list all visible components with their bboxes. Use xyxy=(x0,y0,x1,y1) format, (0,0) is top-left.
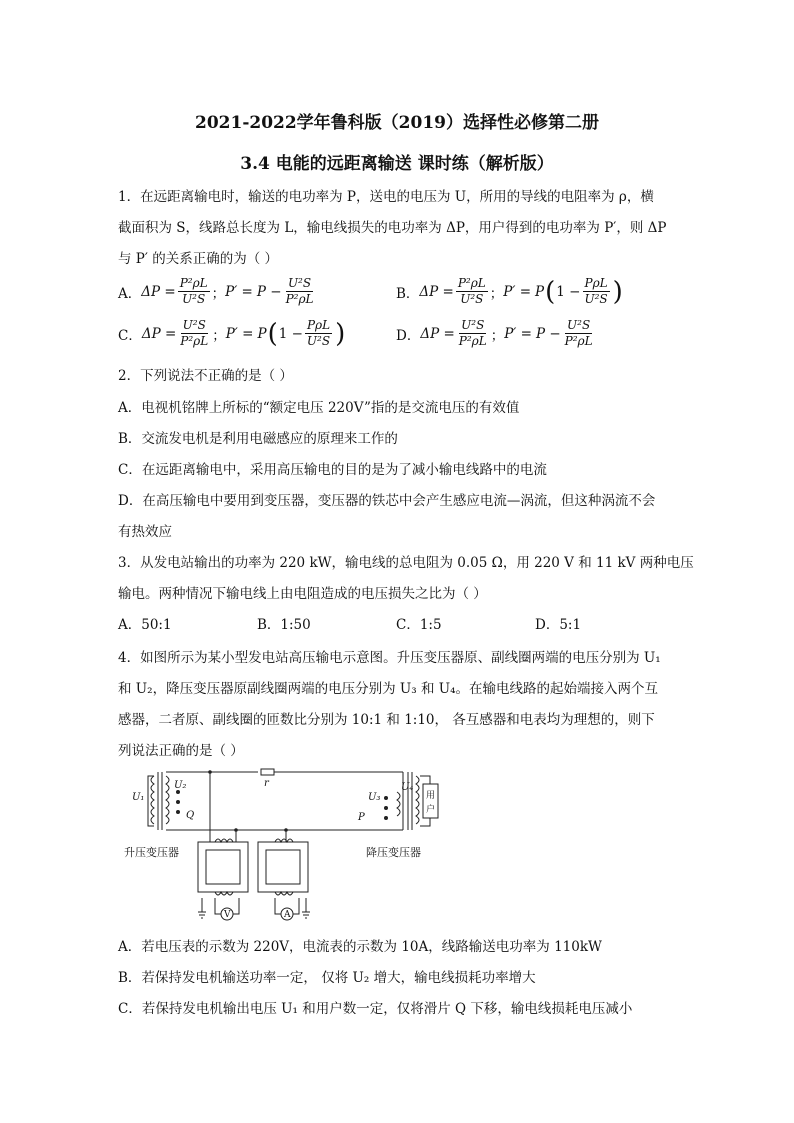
delta-p-label: ΔP = xyxy=(141,283,176,300)
document-title: 2021-2022学年鲁科版（2019）选择性必修第二册 xyxy=(195,113,599,133)
fraction-numerator: U²S xyxy=(567,318,591,332)
left-paren: ( xyxy=(545,276,556,307)
fraction-numerator: U²S xyxy=(287,276,312,290)
delta-p-label: ΔP = xyxy=(141,325,177,342)
fraction-numerator: U²S xyxy=(461,318,485,332)
fraction-denominator: U²S xyxy=(584,292,608,306)
label-u1: U₁ xyxy=(132,792,145,803)
q4-option-a[interactable]: A．若电压表的示数为 220V，电流表的示数为 10A，线路输送电功率为 110kW xyxy=(118,939,602,955)
q1-option-c-label: C． xyxy=(118,327,142,344)
q3-stem-line2: 输电。两种情况下输电线上由电阻造成的电压损失之比为（ ） xyxy=(118,586,487,602)
q4-stem-line2: 和 U₂，降压变压器原副线圈两端的电压分别为 U₃ 和 U₄。在输电线路的起始端接入两个互 xyxy=(118,681,659,697)
load-lead xyxy=(420,776,430,784)
fraction xyxy=(457,318,489,349)
ground-symbol xyxy=(302,898,310,918)
resistor-r xyxy=(261,769,274,775)
fraction-denominator: U²S xyxy=(182,292,206,306)
fraction-numerator: P²ρL xyxy=(179,276,208,290)
separator: ； xyxy=(490,327,505,344)
primary-coil xyxy=(151,776,154,824)
junction-dot xyxy=(284,828,288,832)
tap-dot xyxy=(384,816,388,820)
voltmeter-lead xyxy=(215,898,221,914)
label-u4: U₄ xyxy=(401,782,414,793)
delta-p-label: ΔP = xyxy=(420,325,455,342)
p-minus: P − xyxy=(256,283,282,300)
q4-stem-line1: 4．如图所示为某小型发电站高压输电示意图。升压变压器原、副线圈两端的电压分别为 U₁ xyxy=(118,650,661,666)
q1-stem-line1: 1．在远距离输电时，输送的电功率为 P，送电的电压为 U，所用的导线的电阻率为 ρ，横 xyxy=(118,189,654,205)
fraction-denominator: U²S xyxy=(306,334,331,348)
label-p: P xyxy=(358,812,365,823)
transmission-circuit-diagram xyxy=(118,762,448,927)
q3-stem-line1: 3．从发电站输出的功率为 220 kW，输电线的总电阻为 0.05 Ω，用 220 V 和 11 kV 两种电压 xyxy=(118,555,694,571)
tap-dot xyxy=(176,810,180,814)
fraction xyxy=(284,276,316,307)
delta-p-label: ΔP = xyxy=(419,283,454,300)
fraction xyxy=(456,276,488,307)
one-minus: 1 − xyxy=(556,283,581,300)
fraction-numerator: PρL xyxy=(306,318,331,332)
q1-stem-line2: 截面积为 S，线路总长度为 L，输电线损失的电功率为 ΔP，用户得到的电功率为 P′，则 ΔP xyxy=(118,220,667,236)
right-paren: ) xyxy=(335,318,346,349)
current-transformer-window xyxy=(266,850,300,884)
fraction-denominator: P²ρL xyxy=(564,334,593,348)
fraction xyxy=(583,276,610,307)
tap-dot xyxy=(176,800,180,804)
separator: ； xyxy=(211,285,226,302)
fraction-denominator: P²ρL xyxy=(458,334,487,348)
p-minus: P − xyxy=(535,325,561,342)
q1-option-d-label: D． xyxy=(396,327,421,344)
label-q: Q xyxy=(186,810,195,821)
label-step-up-transformer: 升压变压器 xyxy=(124,846,179,859)
label-u2: U₂ xyxy=(174,780,187,791)
step-down-secondary-coil xyxy=(416,776,419,824)
q4-option-c[interactable]: C．若保持发电机输出电压 U₁ 和用户数一定，仅将滑片 Q 下移，输电线损耗电压减小 xyxy=(118,1001,633,1017)
q3-option-a[interactable]: A．50:1 xyxy=(118,617,172,633)
secondary-coil xyxy=(166,776,169,824)
voltage-transformer-window xyxy=(206,850,240,884)
ammeter-lead xyxy=(293,898,299,914)
fraction-numerator: U²S xyxy=(182,318,206,332)
q4-stem-line4: 列说法正确的是（ ） xyxy=(118,743,244,759)
p-factor: P xyxy=(535,283,545,300)
document-subtitle: 3.4 电能的远距离输送 课时练（解析版） xyxy=(240,154,554,174)
tap-dot xyxy=(384,796,388,800)
fraction xyxy=(563,318,595,349)
q2-option-b[interactable]: B．交流发电机是利用电磁感应的原理来工作的 xyxy=(118,431,398,447)
q1-option-b[interactable] xyxy=(396,276,624,307)
q1-stem-line3: 与 P′ 的关系正确的为（ ） xyxy=(118,251,279,267)
p-prime-label: P′ = xyxy=(225,325,254,342)
p-factor: P xyxy=(257,325,267,342)
q1-option-b-label: B． xyxy=(396,285,420,302)
q2-stem: 2．下列说法不正确的是（ ） xyxy=(118,368,293,384)
step-down-primary-coil xyxy=(397,792,400,816)
fraction xyxy=(178,276,210,307)
tap-dot xyxy=(384,806,388,810)
p-prime-label: P′ = xyxy=(225,283,253,300)
q4-option-b[interactable]: B．若保持发电机输送功率一定， 仅将 U₂ 增大，输电线损耗功率增大 xyxy=(118,970,536,986)
q3-option-c[interactable]: C．1:5 xyxy=(396,617,442,633)
ground-symbol xyxy=(198,898,206,918)
q3-option-d[interactable]: D．5:1 xyxy=(535,617,582,633)
fraction xyxy=(178,318,210,349)
q1-option-d[interactable] xyxy=(396,318,597,349)
q2-option-a[interactable]: A．电视机铭牌上所标的“额定电压 220V”指的是交流电压的有效值 xyxy=(118,400,520,416)
q2-option-d-line2: 有热效应 xyxy=(118,524,172,540)
load-lead xyxy=(420,818,430,826)
label-user-top: 用 xyxy=(426,791,436,801)
ammeter-label: A xyxy=(284,910,291,920)
fraction-denominator: U²S xyxy=(460,292,484,306)
voltmeter-label: V xyxy=(224,910,231,920)
right-paren: ) xyxy=(612,276,623,307)
voltmeter-lead xyxy=(233,898,239,914)
p-prime-label: P′ = xyxy=(504,325,532,342)
q3-option-b[interactable]: B．1:50 xyxy=(257,617,311,633)
separator: ； xyxy=(212,327,226,344)
fraction xyxy=(305,318,332,349)
junction-dot xyxy=(234,828,238,832)
left-paren: ( xyxy=(267,318,278,349)
fraction-denominator: P²ρL xyxy=(285,292,314,306)
q2-option-d-line1[interactable]: D．在高压输电中要用到变压器，变压器的铁芯中会产生感应电流—涡流，但这种涡流不会 xyxy=(118,493,656,509)
q1-option-a-label: A． xyxy=(118,285,142,302)
label-step-down-transformer: 降压变压器 xyxy=(366,846,421,859)
q1-option-a[interactable] xyxy=(118,276,317,307)
fraction-numerator: P²ρL xyxy=(457,276,486,290)
q4-stem-line3: 感器，二者原、副线圈的匝数比分别为 10:1 和 1:10， 各互感器和电表均为理想的，则下 xyxy=(118,712,655,728)
fraction-numerator: PρL xyxy=(584,276,608,290)
p-prime-label: P′ = xyxy=(503,283,532,300)
one-minus: 1 − xyxy=(278,325,303,342)
separator: ； xyxy=(489,285,504,302)
label-user-bottom: 户 xyxy=(426,805,436,815)
label-r: r xyxy=(264,778,269,789)
label-u3: U₃ xyxy=(368,792,381,803)
junction-dot xyxy=(208,770,212,774)
ammeter-lead xyxy=(275,898,281,914)
fraction-denominator: P²ρL xyxy=(180,334,209,348)
q1-option-c[interactable] xyxy=(118,318,346,349)
q2-option-c[interactable]: C．在远距离输电中，采用高压输电的目的是为了减小输电线路中的电流 xyxy=(118,462,547,478)
